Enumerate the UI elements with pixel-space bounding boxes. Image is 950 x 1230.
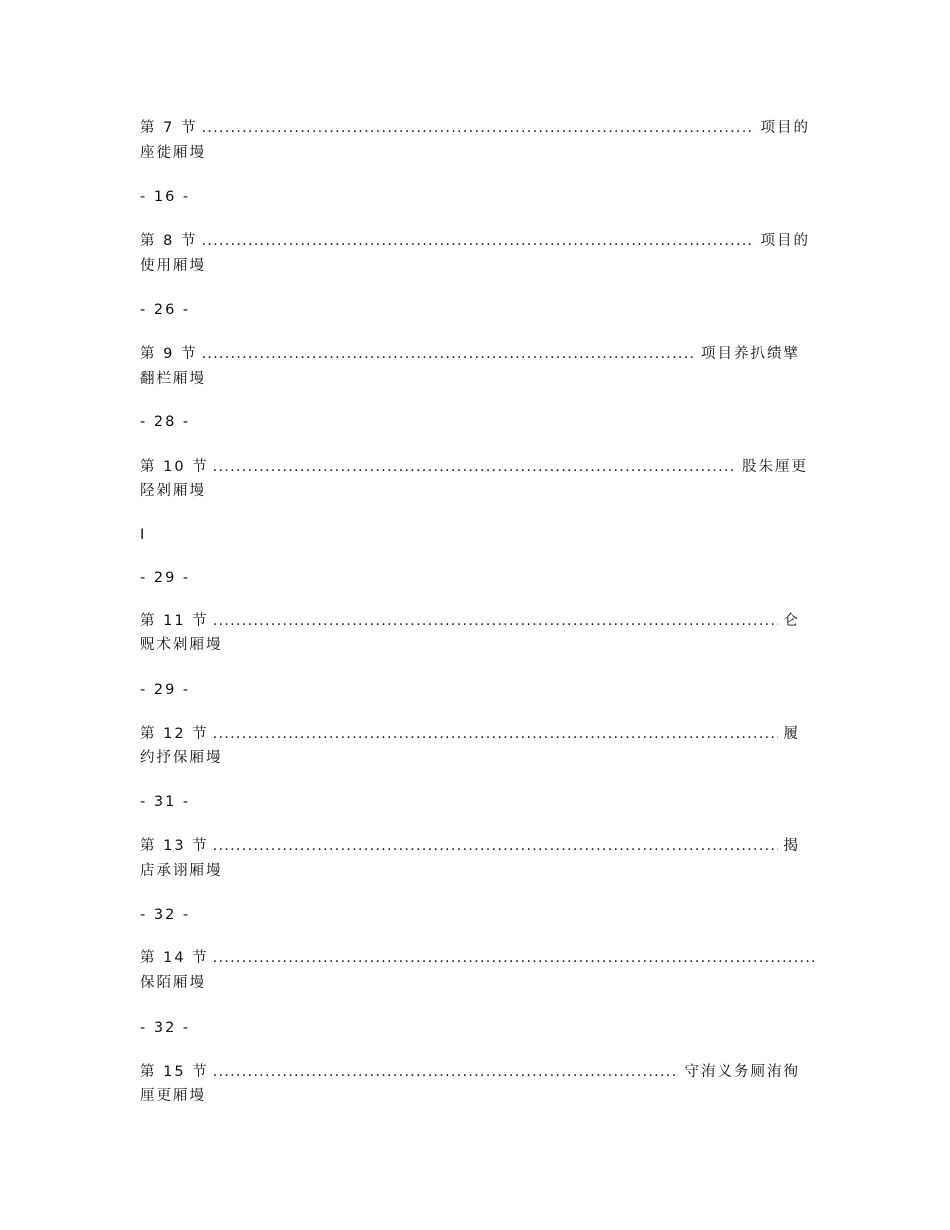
section-title-cont: 店承诩厢墁 <box>140 863 223 879</box>
section-title-start: 项目的 <box>760 120 810 136</box>
section-label: 第 10 节 <box>140 459 209 475</box>
section-title-start: 履 <box>783 726 800 742</box>
section-title-start: 项目的 <box>760 233 810 249</box>
toc-entry-14[interactable] <box>140 948 814 968</box>
toc-entry-8[interactable] <box>140 231 810 251</box>
section-title-cont: 贶术剁厢墁 <box>140 637 223 653</box>
section-title-cont: 保陌厢墁 <box>140 975 206 991</box>
section-title-start: 股朱厘更 <box>742 459 808 475</box>
leader-dots <box>201 344 695 364</box>
page-number: - 29 - <box>140 682 191 698</box>
section-label: 第 8 节 <box>140 233 198 249</box>
section-title-start: 项目养扒绩擘 <box>701 346 800 362</box>
leader-dots <box>213 457 736 477</box>
page-number: - 26 - <box>140 302 191 318</box>
section-label: 第 13 节 <box>140 838 209 854</box>
leader-dots <box>213 836 778 856</box>
section-label: 第 14 节 <box>140 950 209 966</box>
toc-entry-15[interactable] <box>140 1062 800 1082</box>
leader-dots <box>213 1062 679 1082</box>
section-label: 第 7 节 <box>140 120 198 136</box>
section-title-cont: 座徙厢墁 <box>140 145 206 161</box>
section-title-cont: 翻栏厢墁 <box>140 371 206 387</box>
page-number: - 29 - <box>140 570 191 586</box>
toc-entry-7[interactable] <box>140 118 810 138</box>
leader-dots <box>213 948 814 968</box>
page-number: - 31 - <box>140 794 191 810</box>
toc-entry-11[interactable] <box>140 611 800 631</box>
section-title-start: 仑 <box>783 613 800 629</box>
section-label: 第 11 节 <box>140 613 209 629</box>
section-title-cont: 厘更厢墁 <box>140 1088 206 1104</box>
section-title-cont: 约抒保厢墁 <box>140 750 223 766</box>
section-label: 第 15 节 <box>140 1064 209 1080</box>
leader-dots <box>213 611 778 631</box>
page-number: - 16 - <box>140 189 191 205</box>
section-title-cont: 使用厢墁 <box>140 258 206 274</box>
stray-mark: I <box>140 527 147 543</box>
section-label: 第 9 节 <box>140 346 198 362</box>
toc-entry-13[interactable] <box>140 836 800 856</box>
page-number: - 32 - <box>140 1020 191 1036</box>
section-title-start: 守洧义务厕洧徇 <box>684 1064 800 1080</box>
toc-entry-9[interactable] <box>140 344 800 364</box>
leader-dots <box>201 231 754 251</box>
section-label: 第 12 节 <box>140 726 209 742</box>
toc-entry-12[interactable] <box>140 724 800 744</box>
section-title-start: 揭 <box>783 838 800 854</box>
section-title-cont: 陉剁厢墁 <box>140 483 206 499</box>
page-number: - 28 - <box>140 414 191 430</box>
page-number: - 32 - <box>140 907 191 923</box>
leader-dots <box>213 724 778 744</box>
leader-dots <box>201 118 754 138</box>
toc-entry-10[interactable] <box>140 457 808 477</box>
